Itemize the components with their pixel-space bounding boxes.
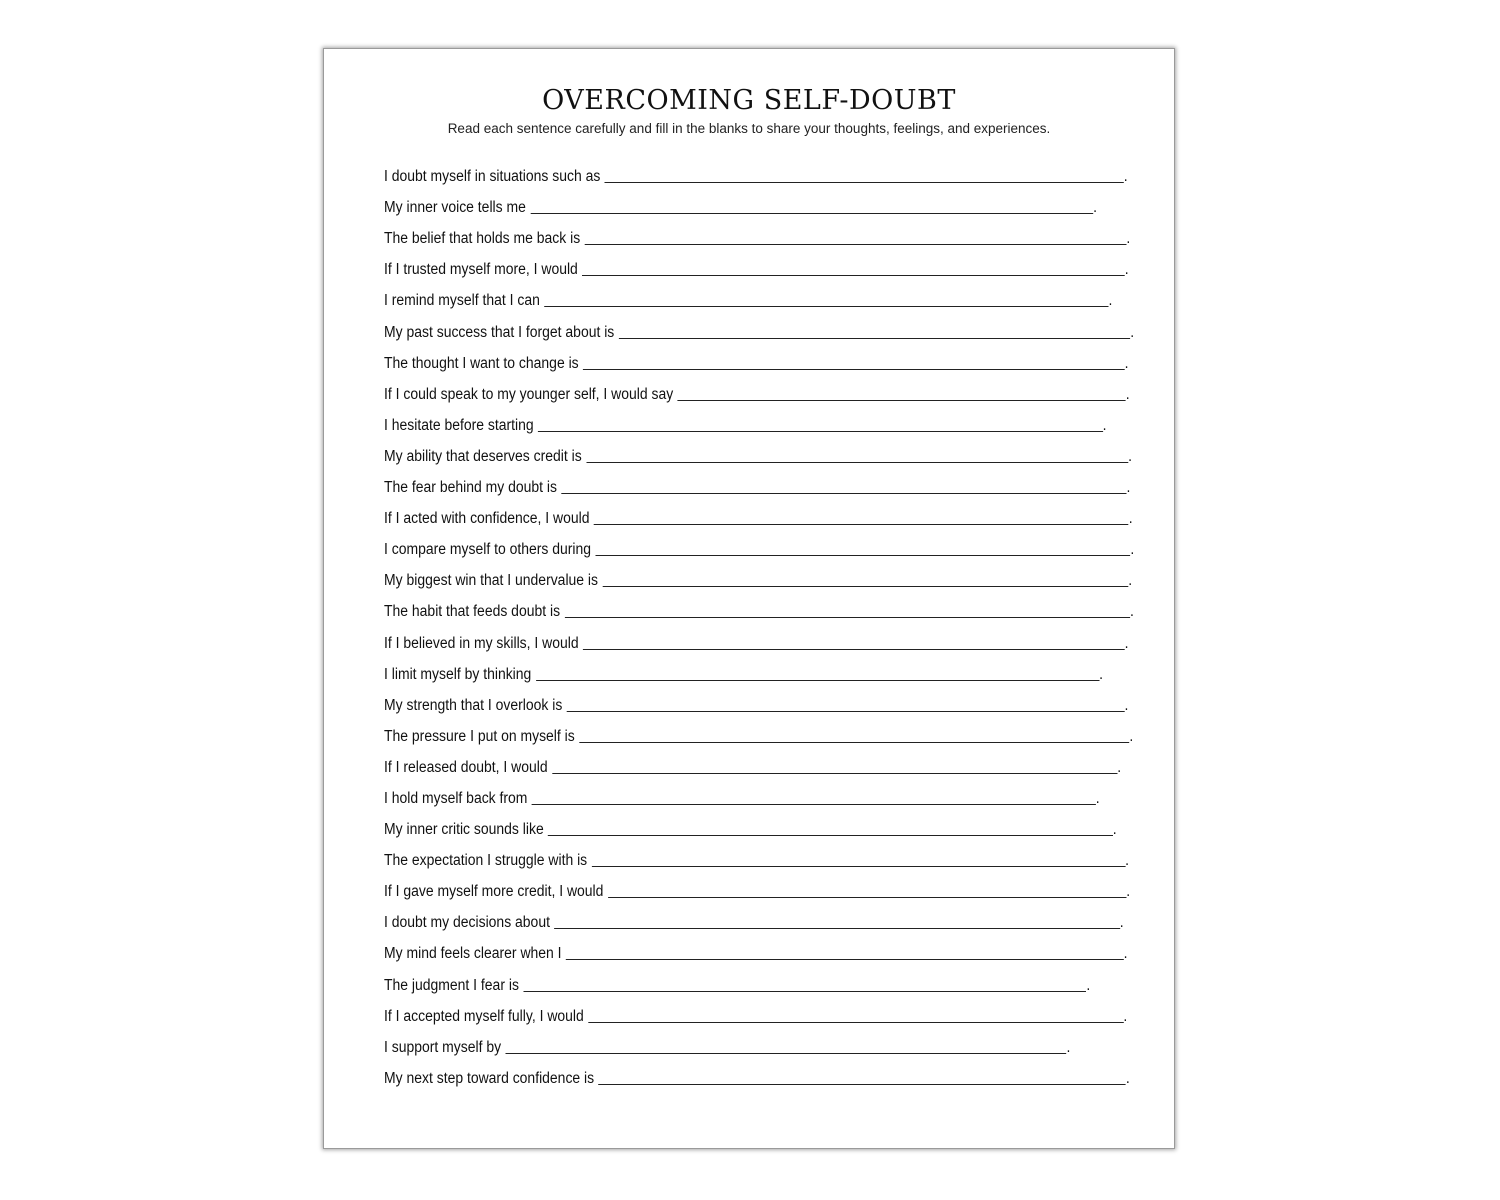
answer-blank[interactable] xyxy=(619,337,1130,339)
sentence-period: . xyxy=(1117,758,1122,776)
prompt-text: The thought I want to change is xyxy=(384,354,579,372)
prompt-row xyxy=(384,560,1133,591)
answer-blank[interactable] xyxy=(582,274,1124,276)
answer-blank[interactable] xyxy=(530,212,1093,214)
prompt-text: My mind feels clearer when I xyxy=(384,945,562,963)
answer-blank[interactable] xyxy=(594,523,1129,525)
prompt-text: I support myself by xyxy=(384,1038,502,1056)
answer-blank[interactable] xyxy=(536,679,1099,681)
prompt-row xyxy=(384,809,1117,840)
sentence-period: . xyxy=(1112,821,1117,839)
prompt-row xyxy=(384,187,1097,218)
prompt-row xyxy=(384,280,1113,311)
answer-blank[interactable] xyxy=(583,648,1124,650)
sentence-period: . xyxy=(1095,789,1100,807)
sentence-period: . xyxy=(1125,385,1130,403)
answer-blank[interactable] xyxy=(548,834,1113,836)
prompt-text: I doubt my decisions about xyxy=(384,914,550,932)
sentence-period: . xyxy=(1123,168,1128,186)
answer-blank[interactable] xyxy=(565,616,1130,618)
prompt-text: I hesitate before starting xyxy=(384,416,534,434)
answer-blank[interactable] xyxy=(523,990,1086,992)
prompt-row xyxy=(384,1027,1071,1058)
prompt-row xyxy=(384,156,1128,187)
answer-blank[interactable] xyxy=(506,1052,1067,1054)
prompt-text: If I believed in my skills, I would xyxy=(384,634,579,652)
prompt-text: The judgment I fear is xyxy=(384,976,519,994)
answer-blank[interactable] xyxy=(588,1021,1123,1023)
sentence-period: . xyxy=(1086,976,1091,994)
prompt-row xyxy=(384,840,1130,871)
answer-blank[interactable] xyxy=(552,772,1117,774)
prompt-text: My past success that I forget about is xyxy=(384,323,615,341)
prompt-list xyxy=(384,156,1135,1089)
sentence-period: . xyxy=(1129,727,1134,745)
prompt-text: The pressure I put on myself is xyxy=(384,727,575,745)
sentence-period: . xyxy=(1102,416,1107,434)
prompt-text: My inner critic sounds like xyxy=(384,821,544,839)
sentence-period: . xyxy=(1124,354,1129,372)
prompt-text: If I trusted myself more, I would xyxy=(384,261,578,279)
prompt-text: I hold myself back from xyxy=(384,789,528,807)
sentence-period: . xyxy=(1130,603,1134,621)
prompt-text: The fear behind my doubt is xyxy=(384,479,557,497)
sentence-period: . xyxy=(1124,696,1129,714)
prompt-text: I remind myself that I can xyxy=(384,292,540,310)
prompt-row xyxy=(384,747,1122,778)
answer-blank[interactable] xyxy=(605,181,1124,183)
prompt-text: If I accepted myself fully, I would xyxy=(384,1007,584,1025)
sentence-period: . xyxy=(1128,572,1133,590)
prompt-row xyxy=(384,249,1129,280)
prompt-row xyxy=(384,716,1134,747)
prompt-row xyxy=(384,933,1128,964)
prompt-text: My next step toward confidence is xyxy=(384,1069,595,1087)
sentence-period: . xyxy=(1125,852,1130,870)
prompt-text: The habit that feeds doubt is xyxy=(384,603,561,621)
prompt-row xyxy=(384,685,1129,716)
answer-blank[interactable] xyxy=(599,1083,1126,1085)
prompt-row xyxy=(384,343,1129,374)
prompt-text: My strength that I overlook is xyxy=(384,696,563,714)
sentence-period: . xyxy=(1093,199,1097,217)
sentence-period: . xyxy=(1123,1007,1128,1025)
answer-blank[interactable] xyxy=(608,896,1126,898)
sentence-period: . xyxy=(1119,914,1124,932)
prompt-row xyxy=(384,778,1100,809)
answer-blank[interactable] xyxy=(596,554,1131,556)
sentence-period: . xyxy=(1128,447,1132,465)
prompt-text: I doubt myself in situations such as xyxy=(384,168,601,186)
answer-blank[interactable] xyxy=(532,803,1096,805)
answer-blank[interactable] xyxy=(579,741,1129,743)
sentence-period: . xyxy=(1128,510,1133,528)
prompt-row xyxy=(384,964,1091,995)
prompt-row xyxy=(384,311,1135,342)
sentence-period: . xyxy=(1125,1069,1130,1087)
answer-blank[interactable] xyxy=(592,865,1125,867)
worksheet-instructions: Read each sentence carefully and fill in the blanks to share your thoughts, feelings, and experiences. xyxy=(447,121,1051,136)
prompt-text: If I acted with confidence, I would xyxy=(384,510,590,528)
prompt-row xyxy=(384,996,1128,1027)
prompt-row xyxy=(384,436,1132,467)
prompt-text: The expectation I struggle with is xyxy=(384,852,588,870)
prompt-text: My ability that deserves credit is xyxy=(384,447,582,465)
sentence-period: . xyxy=(1108,292,1113,310)
prompt-text: I compare myself to others during xyxy=(384,541,592,559)
sentence-period: . xyxy=(1126,479,1131,497)
prompt-text: If I gave myself more credit, I would xyxy=(384,883,604,901)
prompt-row xyxy=(384,405,1107,436)
prompt-row xyxy=(384,591,1134,622)
sentence-period: . xyxy=(1130,541,1135,559)
answer-blank[interactable] xyxy=(585,243,1127,245)
sentence-period: . xyxy=(1124,634,1129,652)
prompt-row xyxy=(384,374,1130,405)
sentence-period: . xyxy=(1099,665,1103,683)
prompt-row xyxy=(384,654,1103,685)
sentence-period: . xyxy=(1126,883,1131,901)
prompt-text: My inner voice tells me xyxy=(384,199,526,217)
answer-blank[interactable] xyxy=(603,585,1129,587)
worksheet-title: OVERCOMING SELF-DOUBT xyxy=(542,85,956,116)
prompt-text: If I could speak to my younger self, I would say xyxy=(384,385,674,403)
prompt-text: My biggest win that I undervalue is xyxy=(384,572,599,590)
answer-blank[interactable] xyxy=(566,958,1124,960)
answer-blank[interactable] xyxy=(678,399,1126,401)
prompt-row xyxy=(384,1058,1130,1089)
sentence-period: . xyxy=(1124,261,1129,279)
prompt-row xyxy=(384,529,1135,560)
answer-blank[interactable] xyxy=(554,927,1119,929)
prompt-row xyxy=(384,871,1131,902)
answer-blank[interactable] xyxy=(544,305,1108,307)
prompt-row xyxy=(384,218,1131,249)
answer-blank[interactable] xyxy=(567,710,1125,712)
prompt-text: The belief that holds me back is xyxy=(384,230,581,248)
prompt-row xyxy=(384,622,1129,653)
prompt-row xyxy=(384,467,1131,498)
answer-blank[interactable] xyxy=(583,368,1124,370)
answer-blank[interactable] xyxy=(538,430,1102,432)
sentence-period: . xyxy=(1066,1038,1071,1056)
prompt-row xyxy=(384,902,1124,933)
prompt-text: If I released doubt, I would xyxy=(384,758,548,776)
prompt-row xyxy=(384,498,1133,529)
answer-blank[interactable] xyxy=(561,492,1126,494)
sentence-period: . xyxy=(1126,230,1131,248)
sentence-period: . xyxy=(1130,323,1135,341)
worksheet-page xyxy=(323,48,1175,1149)
sentence-period: . xyxy=(1123,945,1128,963)
prompt-text: I limit myself by thinking xyxy=(384,665,532,683)
answer-blank[interactable] xyxy=(586,461,1128,463)
